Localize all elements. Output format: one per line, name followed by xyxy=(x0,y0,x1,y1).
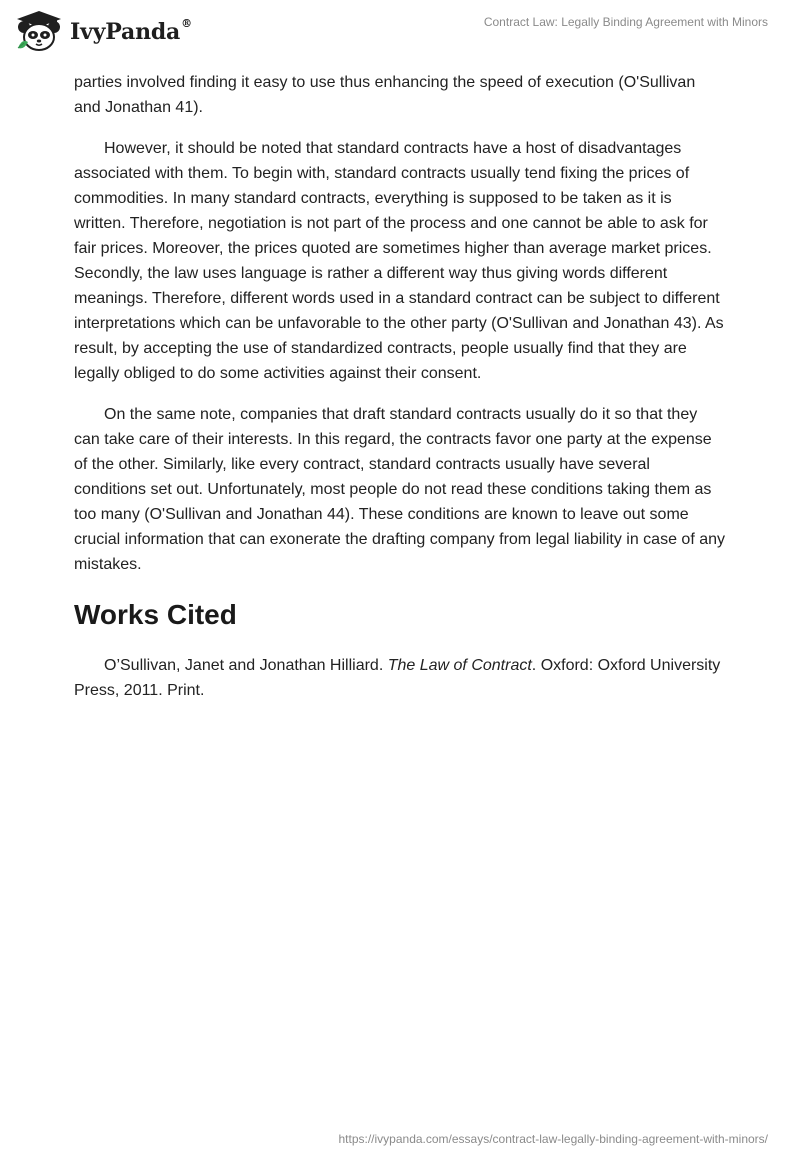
essay-content xyxy=(74,70,726,719)
citation-title: The Law of Contract xyxy=(387,657,532,674)
citation-publication: . Oxford: Oxford University Press, 2011. Print. xyxy=(74,657,721,699)
citation-entry xyxy=(74,653,726,703)
document-title: Contract Law: Legally Binding Agreement with Minors xyxy=(483,15,768,29)
brand-name: IvyPanda® xyxy=(70,16,192,45)
body-paragraph: parties involved finding it easy to use thus enhancing the speed of execution (O'Sullivan and Jonathan 41). xyxy=(74,74,696,116)
body-paragraph: On the same note, companies that draft standard contracts usually do it so that they can take care of their interests. In this regard, the contracts favor one party at the expense of the other. Similarly, like every contract, standard contracts usually have several conditions set out. Unfortunately, most people do not read these conditions taking them as too many (O'Sullivan and Jonathan 44). These conditions are known to leave out some crucial information that can exonerate the drafting company from legal liability in case of any mistakes. xyxy=(74,406,726,573)
works-cited-heading: Works Cited xyxy=(74,599,237,630)
registered-mark: ® xyxy=(181,16,192,30)
source-url[interactable]: https://ivypanda.com/essays/contract-law-legally-binding-agreement-with-minors/ xyxy=(338,1132,768,1146)
page-header xyxy=(0,0,800,70)
citation-authors: O’Sullivan, Janet and Jonathan Hilliard. xyxy=(104,657,388,674)
panda-icon xyxy=(14,8,64,54)
ivypanda-logo[interactable] xyxy=(14,8,192,54)
body-paragraph: However, it should be noted that standard contracts have a host of disadvantages associated with them. To begin with, standard contracts usually tend fixing the prices of commodities. In many standard contracts, everything is supposed to be taken as it is written. Therefore, negotiation is not part of the process and one cannot be able to ask for fair prices. Moreover, the prices quoted are sometimes higher than average market prices. Secondly, the law uses language is rather a different way thus giving words different meanings. Therefore, different words used in a standard contract can be subject to different interpretations which can be unfavorable to the other party (O'Sullivan and Jonathan 43). As result, by accepting the use of standardized contracts, people usually find that they are legally obliged to do some activities against their consent. xyxy=(74,140,724,382)
